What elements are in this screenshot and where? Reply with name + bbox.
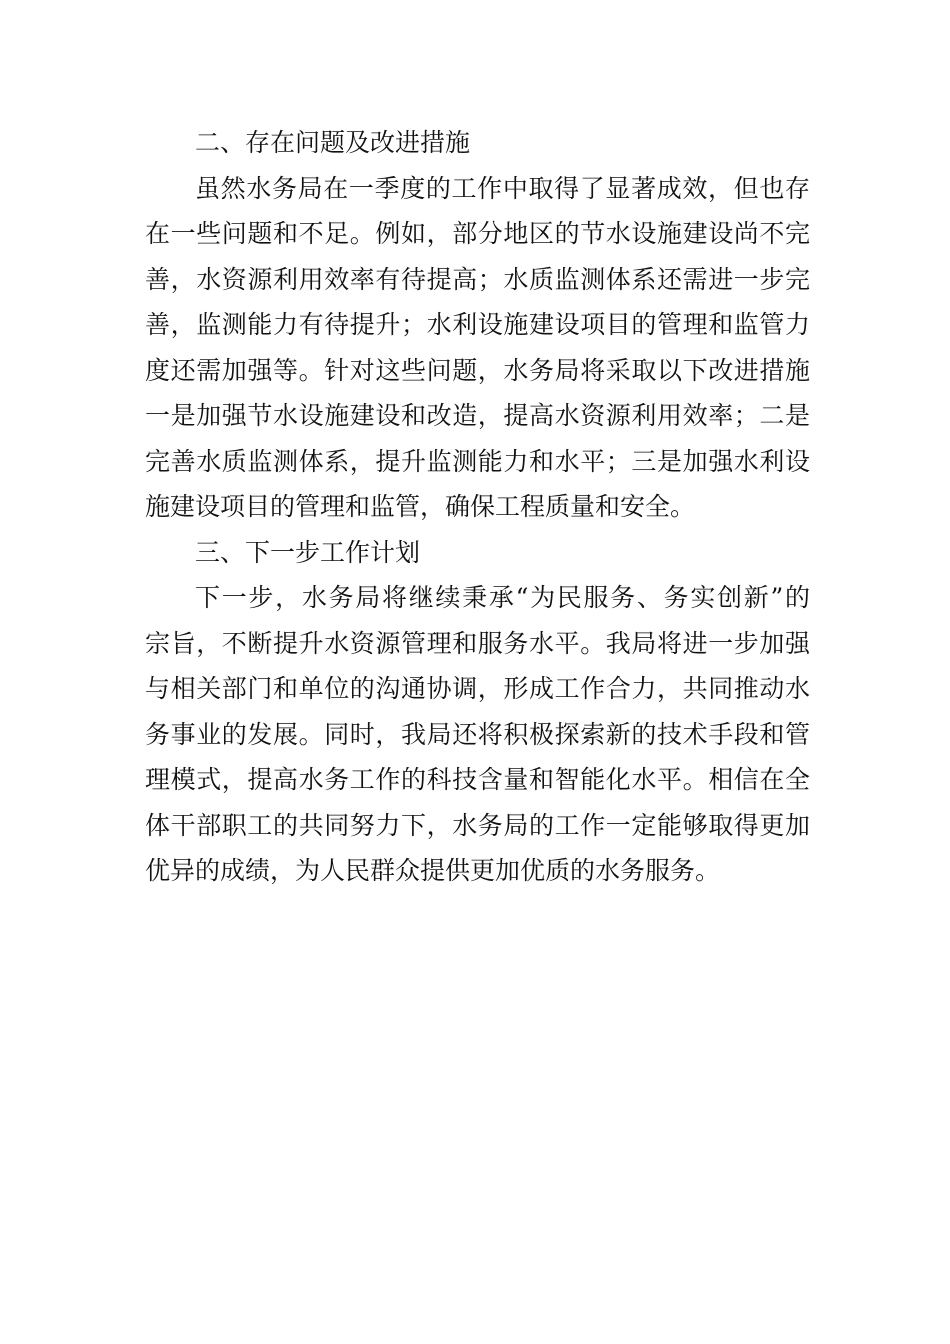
paragraph-line: 务事业的发展。同时，我局还将积极探索新的技术手段和管 (145, 719, 810, 749)
section-heading-next-steps: 三、下一步工作计划 (195, 537, 421, 567)
paragraph-line: 优异的成绩，为人民群众提供更加优质的水务服务。 (145, 856, 721, 885)
paragraph-line: 施建设项目的管理和监管，确保工程质量和安全。 (145, 492, 696, 521)
paragraph-line: 虽然水务局在一季度的工作中取得了显著成效，但也存 (195, 173, 810, 203)
paragraph-line: 完善水质监测体系，提升监测能力和水平；三是加强水利设 (145, 446, 810, 476)
paragraph-line: 理模式，提高水务工作的科技含量和智能化水平。相信在全 (145, 765, 810, 794)
paragraph-line: 在一些问题和不足。例如，部分地区的节水设施建设尚不完 (145, 219, 810, 248)
paragraph-line: 宗旨，不断提升水资源管理和服务水平。我局将进一步加强 (145, 628, 810, 658)
document-body (145, 120, 810, 894)
paragraph-line: 下一步，水务局将继续秉承“为民服务、务实创新”的 (195, 583, 810, 612)
section-heading-problems: 二、存在问题及改进措施 (195, 128, 471, 157)
paragraph-line: 一是加强节水设施建设和改造，提高水资源利用效率；二是 (145, 401, 810, 430)
paragraph-line: 善，监测能力有待提升；水利设施建设项目的管理和监管力 (145, 310, 810, 339)
paragraph-line: 体干部职工的共同努力下，水务局的工作一定能够取得更加 (145, 810, 810, 840)
paragraph-line: 度还需加强等。针对这些问题，水务局将采取以下改进措施 (145, 355, 810, 385)
paragraph-line: 与相关部门和单位的沟通协调，形成工作合力，共同推动水 (145, 674, 810, 703)
paragraph-line: 善，水资源利用效率有待提高；水质监测体系还需进一步完 (145, 264, 810, 294)
